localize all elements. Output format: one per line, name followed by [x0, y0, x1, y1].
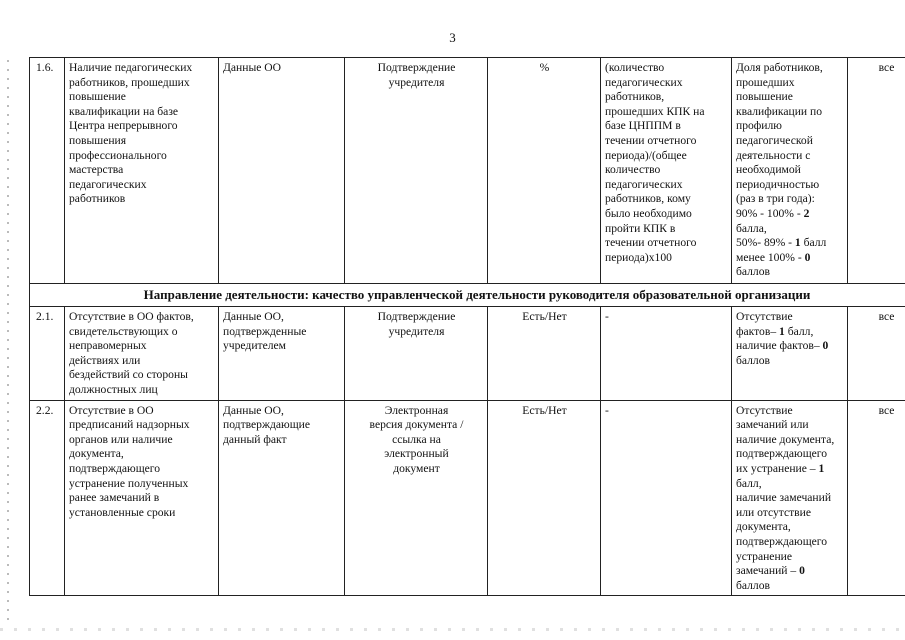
- row-number: 2.2.: [30, 400, 65, 596]
- section-title: Направление деятельности: качество управленческой деятельности руководителя образовательной организации: [30, 284, 905, 307]
- page-number: 3: [449, 30, 456, 45]
- row-number: 1.6.: [30, 58, 65, 284]
- unit-cell: %: [488, 58, 601, 284]
- criteria-cell: Отсутствие фактов– 1 балл, наличие фактов– 0 баллов: [732, 307, 848, 401]
- unit-cell: Есть/Нет: [488, 400, 601, 596]
- scan-bottom-edge: [0, 628, 905, 631]
- unit-cell: Есть/Нет: [488, 307, 601, 401]
- indicator-cell: Отсутствие в ОО фактов, свидетельствующих о неправомерных действиях или бездействий со стороны должностных лиц: [65, 307, 219, 401]
- criteria-cell: Отсутствие замечаний или наличие документа, подтверждающего их устранение – 1 балл, наличие замечаний или отсутствие документа, подтверждающего устранение замечаний – 0 баллов: [732, 400, 848, 596]
- confirmation-cell: Подтверждение учредителя: [345, 307, 488, 401]
- row-number: 2.1.: [30, 307, 65, 401]
- criteria-table: [29, 57, 905, 596]
- table-row-2-1: [30, 307, 905, 401]
- formula-cell: -: [601, 307, 732, 401]
- indicator-cell: Наличие педагогических работников, прошедших повышение квалификации на базе Центра непрерывного повышения профессионального мастерства педагогических работников: [65, 58, 219, 284]
- criteria-cell: Доля работников, прошедших повышение квалификации по профилю педагогической деятельности с необходимой периодичностью (раз в три года): 90% - 100% - 2 балла, 50%- 89% - 1 балл менее 100% - 0 баллов: [732, 58, 848, 284]
- confirmation-cell: Подтверждение учредителя: [345, 58, 488, 284]
- confirmation-cell: Электронная версия документа / ссылка на электронный документ: [345, 400, 488, 596]
- formula-cell: -: [601, 400, 732, 596]
- scan-margin-marks: [7, 60, 9, 620]
- scope-cell: все: [848, 400, 905, 596]
- source-cell: Данные ОО, подтверждающие данный факт: [219, 400, 345, 596]
- indicator-cell: Отсутствие в ОО предписаний надзорных органов или наличие документа, подтверждающего устранение полученных ранее замечаний в установленные сроки: [65, 400, 219, 596]
- scope-cell: все: [848, 58, 905, 284]
- table-row-2-2: [30, 400, 905, 596]
- scope-cell: все: [848, 307, 905, 401]
- source-cell: Данные ОО: [219, 58, 345, 284]
- source-cell: Данные ОО, подтвержденные учредителем: [219, 307, 345, 401]
- section-heading-row: [30, 284, 905, 307]
- table-row-1-6: [30, 58, 905, 284]
- formula-cell: (количество педагогических работников, прошедших КПК на базе ЦНППМ в течении отчетного периода)/(общее количество педагогических работников, кому было необходимо пройти КПК в течении отчетного периода)х100: [601, 58, 732, 284]
